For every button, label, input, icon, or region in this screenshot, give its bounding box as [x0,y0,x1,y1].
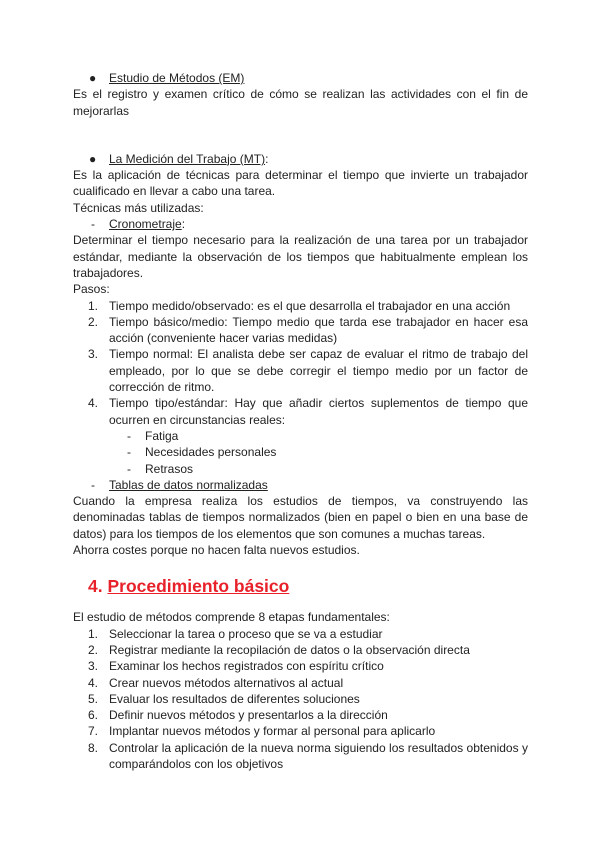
supplement-item [73,428,528,444]
list-item [73,707,528,723]
list-number: 2. [88,314,99,329]
em-title: Estudio de Métodos (EM) [109,71,245,85]
tablas-heading [73,477,528,493]
steps-label: Pasos: [73,282,110,297]
list-text: Tiempo tipo/estándar: Hay que añadir ciertos suplementos de tiempo que ocurren en circunstancias reales: [109,396,528,427]
section-heading [88,575,528,597]
supplement-text: Retrasos [145,461,194,476]
mt-heading [73,151,528,167]
supplement-item [73,444,528,460]
list-item [73,691,528,707]
crono-heading [73,216,528,232]
tablas-note: Ahorra costes porque no hacen falta nuevos estudios. [73,543,360,558]
dash-marker: - [127,445,131,460]
em-description: Es el registro y examen crítico de cómo se realizan las actividades con el fin de mejorarlas [73,87,528,118]
dash-marker: - [91,217,95,232]
document-page [73,70,528,772]
list-text: Seleccionar la tarea o proceso que se va a estudiar [109,626,383,641]
list-text: Controlar la aplicación de la nueva norma siguiendo los resultados obtenidos y comparándolos con los objetivos [109,740,528,771]
tablas-description: Cuando la empresa realiza los estudios de tiempos, va construyendo las denominadas tablas de tiempos normalizados (bien en papel o bien en una base de datos) para los tiempos de los elementos que son comunes a muchas tareas. [73,494,528,541]
crono-colon: : [181,217,186,232]
crono-description: Determinar el tiempo necesario para la realización de una tarea por un trabajador estándar, mediante la observación de los tiempos que habitualmente emplean los trabajadores. [73,233,528,280]
list-item [73,314,528,347]
list-number: 6. [88,708,99,723]
section-title: Procedimiento básico [107,576,290,597]
dash-marker: - [91,477,95,492]
em-heading [73,70,528,86]
list-item [73,395,528,428]
list-item [73,642,528,658]
list-item [73,298,528,314]
list-text: Definir nuevos métodos y presentarlos a la dirección [109,708,388,723]
list-number: 5. [88,691,99,706]
list-item [73,658,528,674]
supplement-text: Necesidades personales [145,445,277,460]
list-item [73,740,528,773]
procedure-steps-list [73,626,528,773]
list-number: 3. [88,347,99,362]
list-number: 2. [88,642,99,657]
list-number: 4. [88,675,99,690]
list-text: Registrar mediante la recopilación de datos o la observación directa [109,642,470,657]
list-number: 8. [88,740,99,755]
list-text: Tiempo medido/observado: es el que desarrolla el trabajador en una acción [109,298,511,313]
tablas-title: Tablas de datos normalizadas [109,477,268,492]
mt-colon: : [265,151,269,166]
list-number: 1. [88,298,99,313]
section-number: 4. [88,576,103,597]
list-text: Tiempo básico/medio: Tiempo medio que tarda ese trabajador en hacer esa acción (conveniente hacer varias medidas) [109,314,528,346]
supplement-item [73,461,528,477]
list-item [73,346,528,395]
list-item [73,675,528,691]
list-text: Evaluar los resultados de diferentes soluciones [109,691,360,706]
bullet-icon: ● [89,71,97,85]
list-item [73,723,528,739]
mt-title: La Medición del Trabajo (MT) [109,151,266,166]
list-text: Crear nuevos métodos alternativos al actual [109,675,344,690]
list-item [73,626,528,642]
techniques-label: Técnicas más utilizadas: [73,200,204,215]
list-number: 3. [88,659,99,674]
list-number: 7. [88,724,99,739]
section-intro: El estudio de métodos comprende 8 etapas fundamentales: [73,610,390,625]
supplement-text: Fatiga [145,428,179,443]
list-number: 4. [88,396,99,411]
list-text: Implantar nuevos métodos y formar al personal para aplicarlo [109,724,436,739]
list-text: Tiempo normal: El analista debe ser capaz de evaluar el ritmo de trabajo del empleado, por lo que se debe corregir el tiempo medio por un factor de corrección de ritmo. [109,347,528,395]
dash-marker: - [127,461,131,476]
list-number: 1. [88,626,99,641]
crono-title: Cronometraje [109,217,182,232]
mt-description: Es la aplicación de técnicas para determinar el tiempo que invierte un trabajador cualificado en llevar a cabo una tarea. [73,168,528,199]
list-text: Examinar los hechos registrados con espíritu crítico [109,659,384,674]
dash-marker: - [127,428,131,443]
crono-steps-list [73,298,528,428]
bullet-icon: ● [89,151,97,166]
